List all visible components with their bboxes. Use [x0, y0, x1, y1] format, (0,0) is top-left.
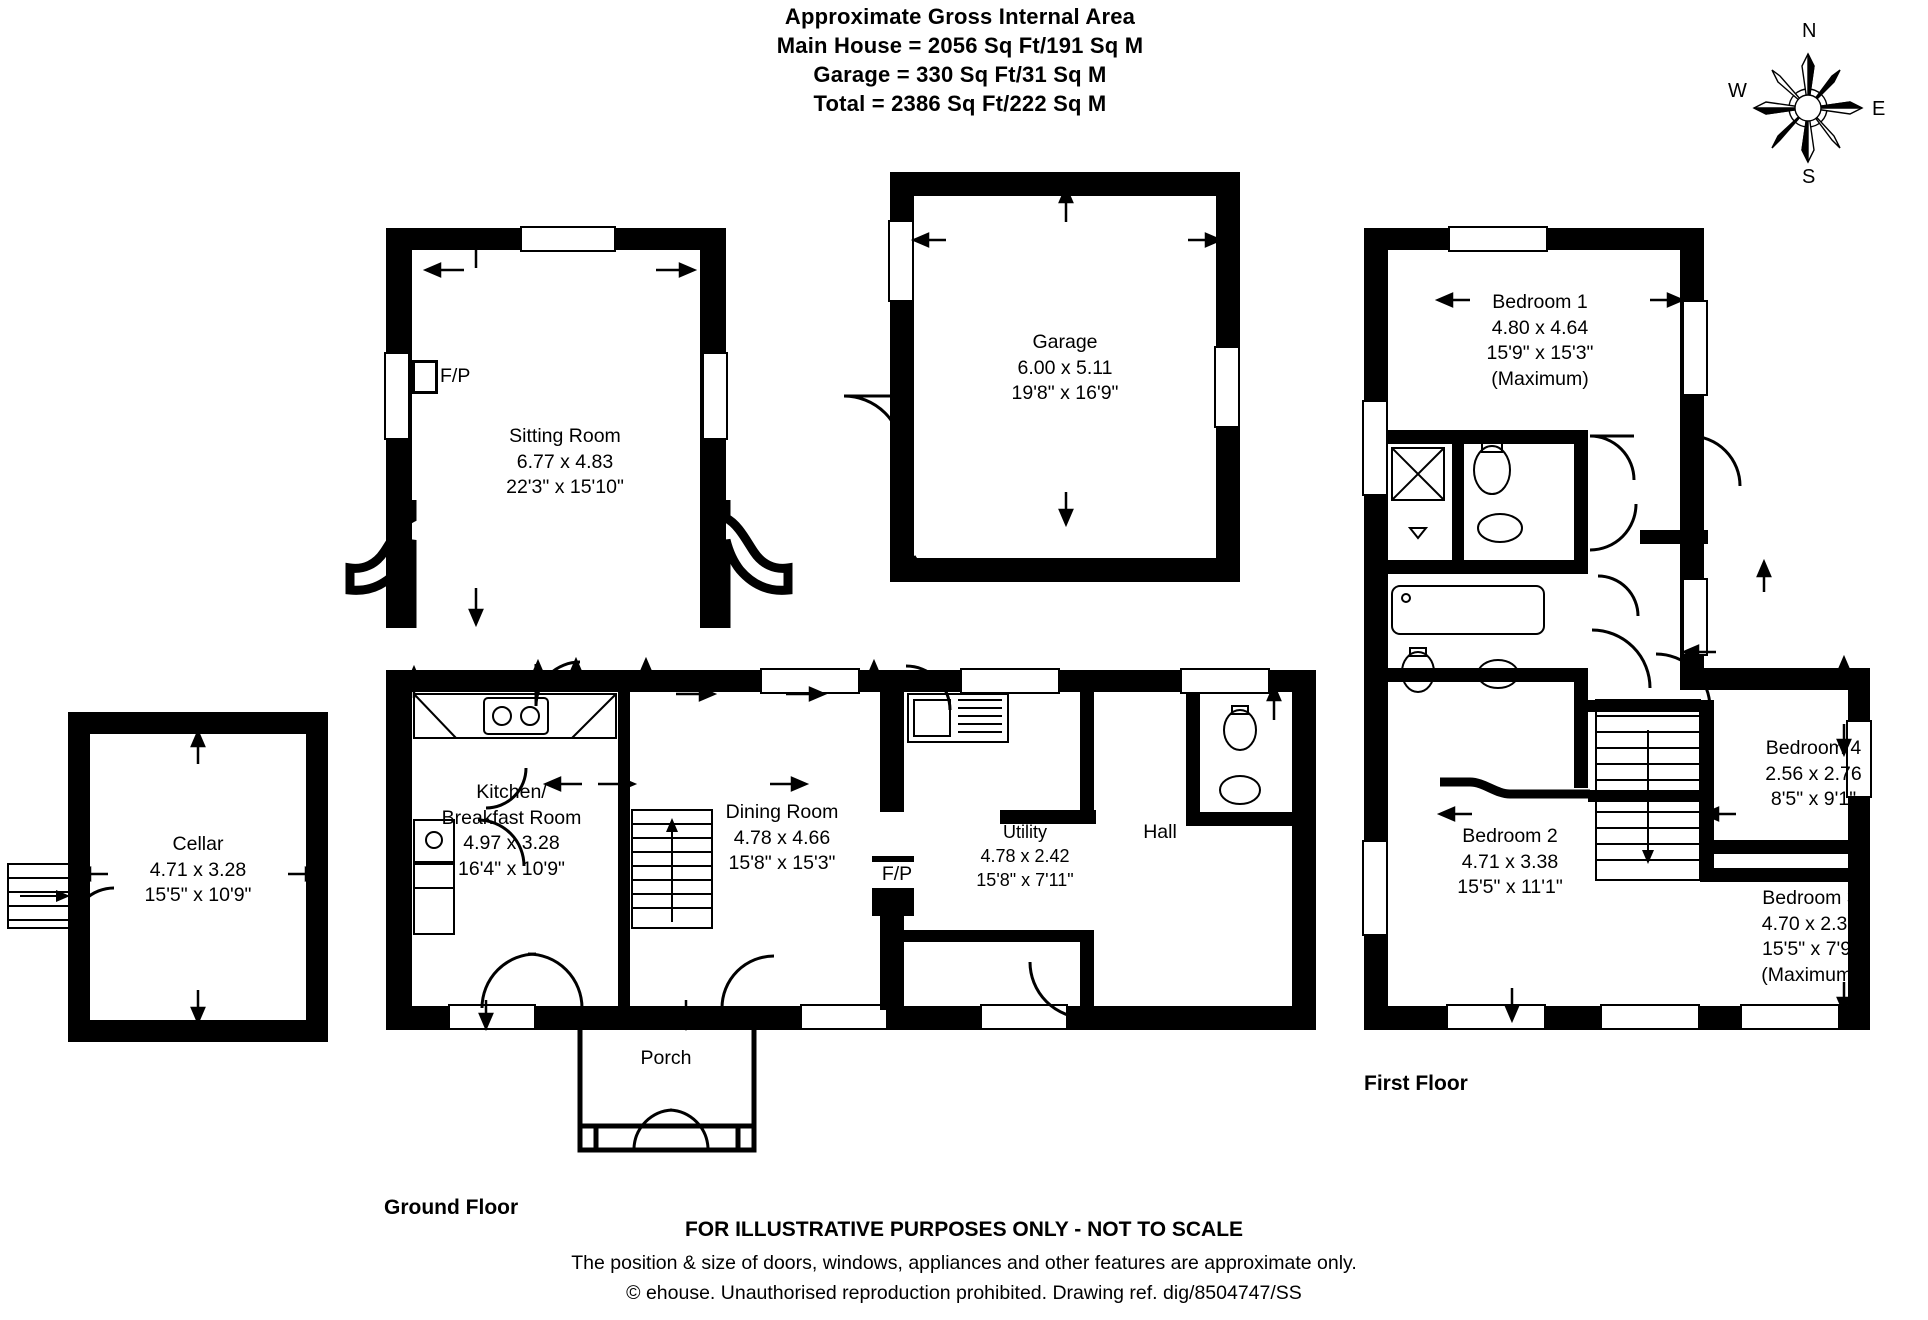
- footer-copyright: © ehouse. Unauthorised reproduction prohibited. Drawing ref. dig/8504747/SS: [626, 1282, 1302, 1304]
- footer-note: The position & size of doors, windows, appliances and other features are approximate only.: [571, 1252, 1357, 1274]
- fireplace-dining-label: F/P: [862, 862, 932, 888]
- bedroom4-label: Bedroom 4 2.56 x 2.76 8'5" x 9'1": [1765, 737, 1862, 810]
- compass-east-label: E: [1872, 98, 1886, 120]
- first-floor-label: First Floor: [1364, 1072, 1468, 1095]
- ground-floor-label: Ground Floor: [384, 1196, 519, 1219]
- dining-room-label: Dining Room 4.78 x 4.66 15'8" x 15'3": [725, 801, 839, 874]
- area-summary-line-4: Total = 2386 Sq Ft/222 Sq M: [813, 91, 1107, 116]
- compass-west-label: W: [1728, 80, 1747, 102]
- utility-label: Utility 4.78 x 2.42 15'8" x 7'11": [976, 822, 1074, 890]
- sitting-room-label: Sitting Room 6.77 x 4.83 22'3" x 15'10": [506, 425, 624, 498]
- bedroom2-label: Bedroom 2 4.71 x 3.38 15'5" x 11'1": [1457, 825, 1563, 898]
- bedroom1-label: Bedroom 1 4.80 x 4.64 15'9" x 15'3" (Maximum): [1486, 291, 1594, 390]
- footer-disclaimer: FOR ILLUSTRATIVE PURPOSES ONLY - NOT TO SCALE: [684, 1218, 1244, 1241]
- compass-south-label: S: [1802, 166, 1816, 188]
- kitchen-label: Kitchen/ Breakfast Room 4.97 x 3.28 16'4" x 10'9": [441, 781, 582, 880]
- cellar-label: Cellar 4.71 x 3.28 15'5" x 10'9": [144, 833, 252, 906]
- compass-north-label: N: [1802, 20, 1817, 42]
- area-summary-line-2: Main House = 2056 Sq Ft/191 Sq M: [776, 33, 1144, 58]
- hall-label: Hall: [1143, 821, 1177, 843]
- bedroom3-label: Bedroom 3 4.70 x 2.37 15'5" x 7'9" (Maximum): [1761, 887, 1859, 986]
- area-summary-line-1: Approximate Gross Internal Area: [784, 4, 1136, 29]
- garage-label: Garage 6.00 x 5.11 19'8" x 16'9": [1011, 331, 1119, 404]
- porch-label: Porch: [640, 1047, 692, 1069]
- area-summary-line-3: Garage = 330 Sq Ft/31 Sq M: [813, 62, 1107, 87]
- fireplace-sitting-label: F/P: [440, 365, 471, 387]
